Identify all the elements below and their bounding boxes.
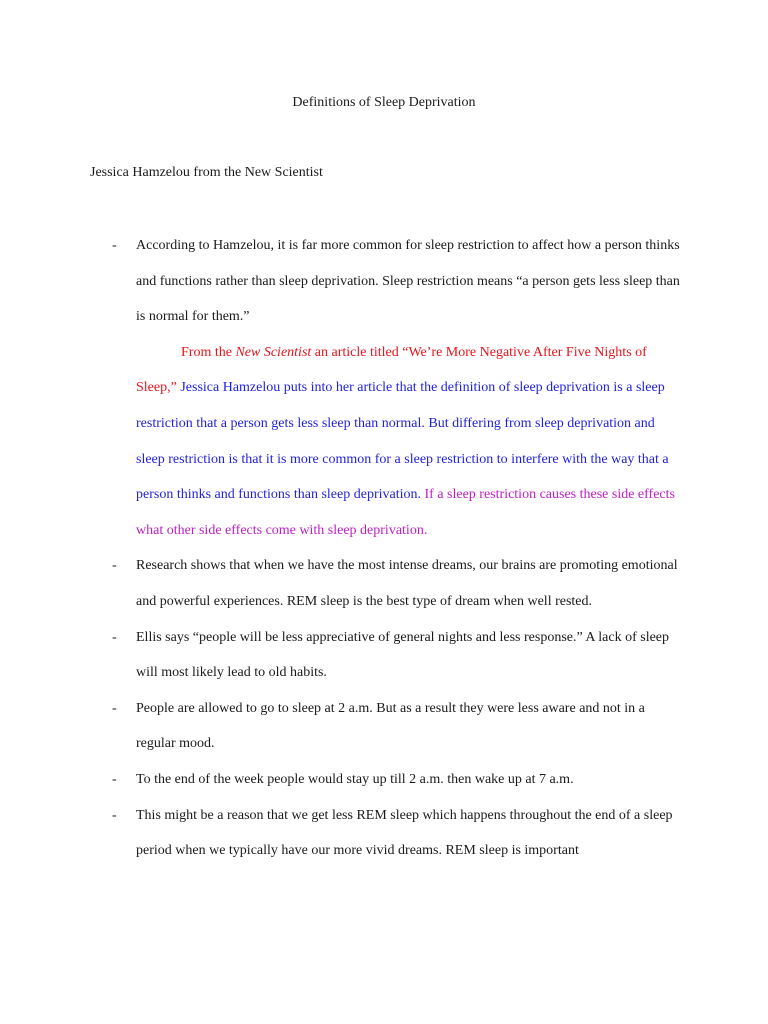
annotation-red-prefix: From the	[181, 344, 236, 360]
bullet-text: People are allowed to go to sleep at 2 a.m. But as a result they were less aware and not in a regular mood.	[136, 700, 645, 752]
bullet-dash: -	[112, 771, 117, 787]
bullet-text: According to Hamzelou, it is far more common for sleep restriction to affect how a person thinks and functions rather than sleep deprivation. Sleep restriction means “a person gets less sleep than is normal for them.”	[136, 238, 680, 325]
bullet-text: To the end of the week people would stay up till 2 a.m. then wake up at 7 a.m.	[136, 771, 574, 787]
list-item	[0, 762, 686, 798]
bullet-dash: -	[112, 238, 117, 253]
annotation-blue-text: Jessica Hamzelou puts into her article that the definition of sleep deprivation is a sleep restriction that a person gets less sleep than normal. But differing from sleep deprivation and sleep restriction is that it is more common for a sleep restriction to interfere with the way that a person thinks and functions than sleep deprivation.	[136, 380, 669, 503]
bullet-text: Research shows that when we have the most intense dreams, our brains are promoting emotional and powerful experiences. REM sleep is the best type of dream when well rested.	[136, 558, 678, 609]
list-item	[0, 548, 686, 619]
list-item	[0, 228, 686, 335]
document-title: Definitions of Sleep Deprivation	[292, 95, 476, 110]
annotation-red-italic: New Scientist	[235, 344, 312, 360]
annotation-red-suffix: an article titled “We’re More Negative After Five Nights of Sleep,”	[136, 344, 647, 396]
annotation-paragraph	[0, 335, 686, 549]
bullet-dash: -	[112, 700, 117, 716]
bullet-dash: -	[112, 558, 117, 574]
bullet-text: Ellis says “people will be less appreciative of general nights and less response.” A lack of sleep will most likely lead to old habits.	[136, 629, 670, 681]
bullet-text: This might be a reason that we get less REM sleep which happens throughout the end of a sleep period when we typically have our more vivid dreams. REM sleep is important	[136, 807, 673, 859]
bullet-dash: -	[112, 807, 117, 823]
bullet-dash: -	[112, 629, 117, 645]
list-item	[0, 798, 686, 869]
annotation-magenta-text: If a sleep restriction causes these side effects what other side effects come with sleep deprivation.	[136, 487, 675, 538]
source-heading: Jessica Hamzelou from the New Scientist	[90, 165, 323, 180]
notes-list	[0, 228, 768, 869]
list-item	[0, 691, 686, 762]
list-item	[0, 620, 686, 691]
